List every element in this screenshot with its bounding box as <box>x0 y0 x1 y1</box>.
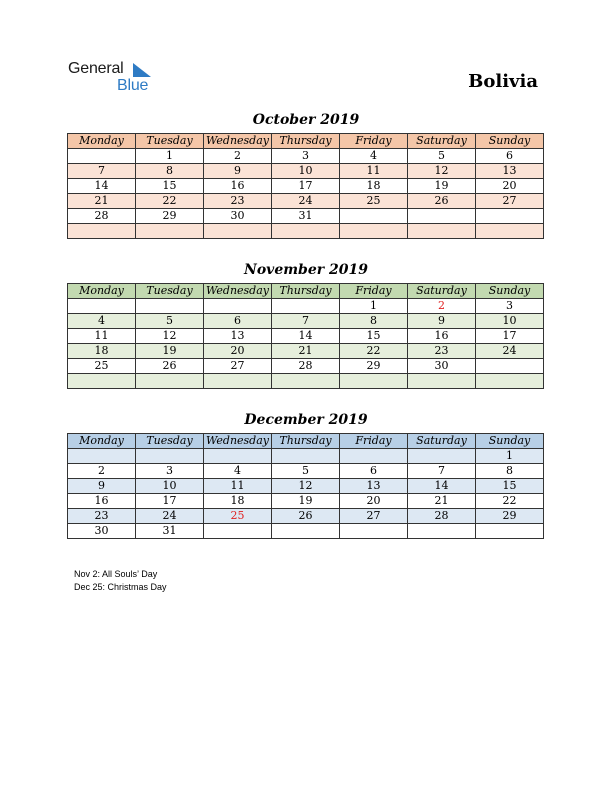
day-cell: 8 <box>136 164 204 179</box>
week-row <box>68 224 544 239</box>
day-cell: 28 <box>68 209 136 224</box>
day-cell: 27 <box>340 509 408 524</box>
weekday-header: Friday <box>340 134 408 149</box>
weekday-header: Thursday <box>272 284 340 299</box>
day-cell: 7 <box>408 464 476 479</box>
day-cell: 12 <box>408 164 476 179</box>
weekday-header: Saturday <box>408 434 476 449</box>
day-cell: 13 <box>476 164 544 179</box>
day-cell <box>476 359 544 374</box>
day-cell: 27 <box>204 359 272 374</box>
day-cell: 8 <box>340 314 408 329</box>
day-cell <box>272 224 340 239</box>
day-cell <box>408 374 476 389</box>
day-cell: 5 <box>272 464 340 479</box>
day-cell <box>68 374 136 389</box>
holiday-notes <box>74 568 167 594</box>
day-cell: 13 <box>340 479 408 494</box>
day-cell: 29 <box>476 509 544 524</box>
week-row <box>68 149 544 164</box>
logo-text-blue: Blue <box>117 77 149 94</box>
day-cell: 25 <box>340 194 408 209</box>
day-cell <box>272 449 340 464</box>
day-cell: 28 <box>272 359 340 374</box>
week-row <box>68 524 544 539</box>
day-cell <box>340 209 408 224</box>
day-cell: 7 <box>68 164 136 179</box>
country-title: Bolivia <box>468 71 538 92</box>
weekday-header: Sunday <box>476 134 544 149</box>
day-cell: 15 <box>136 179 204 194</box>
calendar-october <box>67 133 544 239</box>
week-row <box>68 464 544 479</box>
day-cell <box>476 224 544 239</box>
holiday-note: Nov 2: All Souls’ Day <box>74 569 158 579</box>
day-cell: 11 <box>68 329 136 344</box>
day-cell: 6 <box>340 464 408 479</box>
day-cell: 6 <box>476 149 544 164</box>
day-cell: 10 <box>476 314 544 329</box>
day-cell: 21 <box>408 494 476 509</box>
day-cell <box>204 374 272 389</box>
week-row <box>68 299 544 314</box>
day-cell: 3 <box>136 464 204 479</box>
day-cell: 26 <box>272 509 340 524</box>
day-cell: 1 <box>136 149 204 164</box>
day-cell: 16 <box>408 329 476 344</box>
day-cell <box>136 374 204 389</box>
day-cell: 23 <box>408 344 476 359</box>
week-row <box>68 344 544 359</box>
day-cell: 18 <box>68 344 136 359</box>
day-cell <box>136 299 204 314</box>
day-cell: 11 <box>340 164 408 179</box>
day-cell: 26 <box>136 359 204 374</box>
day-cell <box>340 449 408 464</box>
day-cell: 4 <box>204 464 272 479</box>
weekday-header: Thursday <box>272 134 340 149</box>
day-cell: 25 <box>68 359 136 374</box>
day-cell: 18 <box>340 179 408 194</box>
day-cell: 31 <box>136 524 204 539</box>
day-cell: 12 <box>272 479 340 494</box>
day-cell: 23 <box>204 194 272 209</box>
day-cell: 14 <box>68 179 136 194</box>
week-row <box>68 374 544 389</box>
day-cell: 17 <box>476 329 544 344</box>
day-cell: 4 <box>68 314 136 329</box>
day-cell: 18 <box>204 494 272 509</box>
day-cell: 2 <box>204 149 272 164</box>
weekday-header: Monday <box>68 434 136 449</box>
week-row <box>68 314 544 329</box>
weekday-header: Friday <box>340 284 408 299</box>
week-row <box>68 494 544 509</box>
weekday-header: Thursday <box>272 434 340 449</box>
day-cell: 5 <box>136 314 204 329</box>
day-cell: 16 <box>204 179 272 194</box>
day-cell: 24 <box>136 509 204 524</box>
day-cell: 6 <box>204 314 272 329</box>
weekday-header-row <box>68 134 544 149</box>
day-cell: 22 <box>340 344 408 359</box>
weekday-header: Friday <box>340 434 408 449</box>
day-cell <box>408 524 476 539</box>
day-cell <box>68 149 136 164</box>
week-row <box>68 329 544 344</box>
day-cell: 24 <box>272 194 340 209</box>
day-cell: 20 <box>476 179 544 194</box>
day-cell: 11 <box>204 479 272 494</box>
weekday-header: Wednesday <box>204 134 272 149</box>
holiday-day-cell: 2 <box>408 299 476 314</box>
day-cell <box>204 299 272 314</box>
day-cell: 10 <box>136 479 204 494</box>
day-cell <box>204 524 272 539</box>
day-cell: 28 <box>408 509 476 524</box>
week-row <box>68 359 544 374</box>
day-cell <box>136 224 204 239</box>
day-cell: 12 <box>136 329 204 344</box>
day-cell <box>408 224 476 239</box>
weekday-header: Tuesday <box>136 134 204 149</box>
day-cell <box>340 524 408 539</box>
day-cell: 16 <box>68 494 136 509</box>
weekday-header-row <box>68 434 544 449</box>
month-title-october: October 2019 <box>252 112 360 128</box>
week-row <box>68 509 544 524</box>
day-cell: 26 <box>408 194 476 209</box>
day-cell <box>408 449 476 464</box>
day-cell: 2 <box>68 464 136 479</box>
day-cell <box>340 224 408 239</box>
day-cell: 20 <box>340 494 408 509</box>
day-cell <box>204 224 272 239</box>
day-cell: 30 <box>68 524 136 539</box>
weekday-header: Wednesday <box>204 284 272 299</box>
week-row <box>68 209 544 224</box>
day-cell: 8 <box>476 464 544 479</box>
day-cell: 29 <box>340 359 408 374</box>
day-cell: 15 <box>340 329 408 344</box>
day-cell <box>340 374 408 389</box>
week-row <box>68 179 544 194</box>
day-cell <box>272 299 340 314</box>
logo-triangle-icon <box>133 63 153 79</box>
day-cell: 9 <box>68 479 136 494</box>
day-cell <box>272 524 340 539</box>
weekday-header: Monday <box>68 284 136 299</box>
day-cell: 3 <box>272 149 340 164</box>
day-cell: 9 <box>408 314 476 329</box>
day-cell <box>408 209 476 224</box>
weekday-header-row <box>68 284 544 299</box>
day-cell <box>68 299 136 314</box>
weekday-header: Tuesday <box>136 434 204 449</box>
week-row <box>68 479 544 494</box>
holiday-day-cell: 25 <box>204 509 272 524</box>
day-cell: 4 <box>340 149 408 164</box>
day-cell: 30 <box>408 359 476 374</box>
week-row <box>68 164 544 179</box>
day-cell: 27 <box>476 194 544 209</box>
day-cell: 13 <box>204 329 272 344</box>
day-cell <box>68 449 136 464</box>
day-cell: 23 <box>68 509 136 524</box>
day-cell <box>476 374 544 389</box>
day-cell: 19 <box>272 494 340 509</box>
logo <box>68 60 168 100</box>
day-cell: 14 <box>408 479 476 494</box>
day-cell <box>272 374 340 389</box>
day-cell: 19 <box>136 344 204 359</box>
day-cell: 20 <box>204 344 272 359</box>
day-cell <box>476 524 544 539</box>
day-cell <box>204 449 272 464</box>
day-cell: 22 <box>476 494 544 509</box>
weekday-header: Saturday <box>408 134 476 149</box>
day-cell: 1 <box>476 449 544 464</box>
weekday-header: Sunday <box>476 284 544 299</box>
logo-text-general: General <box>68 60 124 77</box>
day-cell: 30 <box>204 209 272 224</box>
day-cell: 7 <box>272 314 340 329</box>
day-cell: 31 <box>272 209 340 224</box>
day-cell: 17 <box>136 494 204 509</box>
day-cell <box>476 209 544 224</box>
week-row <box>68 449 544 464</box>
weekday-header: Saturday <box>408 284 476 299</box>
day-cell: 21 <box>272 344 340 359</box>
day-cell: 3 <box>476 299 544 314</box>
day-cell: 5 <box>408 149 476 164</box>
calendar-november <box>67 283 544 389</box>
calendar-december <box>67 433 544 539</box>
day-cell: 21 <box>68 194 136 209</box>
day-cell: 10 <box>272 164 340 179</box>
month-title-december: December 2019 <box>244 412 368 428</box>
day-cell: 9 <box>204 164 272 179</box>
weekday-header: Wednesday <box>204 434 272 449</box>
month-title-november: November 2019 <box>244 262 368 278</box>
day-cell <box>136 449 204 464</box>
day-cell: 19 <box>408 179 476 194</box>
day-cell: 14 <box>272 329 340 344</box>
weekday-header: Tuesday <box>136 284 204 299</box>
day-cell: 15 <box>476 479 544 494</box>
day-cell: 24 <box>476 344 544 359</box>
day-cell: 22 <box>136 194 204 209</box>
weekday-header: Monday <box>68 134 136 149</box>
day-cell <box>68 224 136 239</box>
day-cell: 17 <box>272 179 340 194</box>
weekday-header: Sunday <box>476 434 544 449</box>
day-cell: 29 <box>136 209 204 224</box>
day-cell: 1 <box>340 299 408 314</box>
holiday-note: Dec 25: Christmas Day <box>74 582 167 592</box>
week-row <box>68 194 544 209</box>
